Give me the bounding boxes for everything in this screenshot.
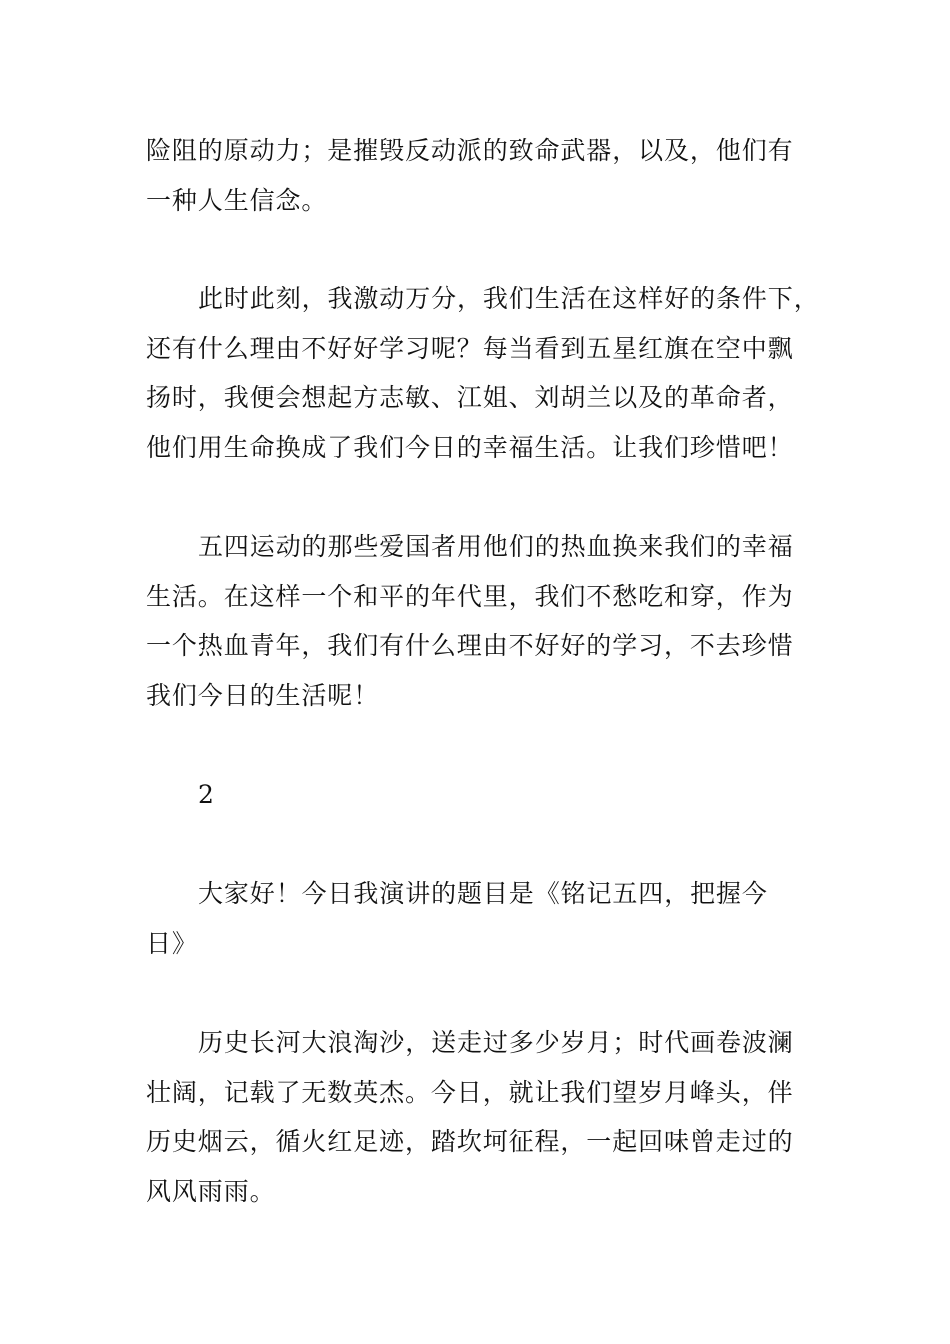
text-line: 大家好！今日我演讲的题目是《铭记五四，把握今 bbox=[198, 879, 768, 908]
text-line: 历史长河大浪淘沙，送走过多少岁月；时代画卷波澜 bbox=[198, 1028, 794, 1057]
text-line: 一个热血青年，我们有什么理由不好好的学习，不去珍惜 bbox=[146, 631, 794, 661]
text-line: 扬时，我便会想起方志敏、江姐、刘胡兰以及的革命者， bbox=[146, 383, 794, 413]
text-line: 五四运动的那些爱国者用他们的热血换来我们的幸福 bbox=[198, 532, 794, 561]
text-line: 生活。在这样一个和平的年代里，我们不愁吃和穿，作为 bbox=[146, 581, 794, 611]
text-line: 此时此刻，我激动万分，我们生活在这样好的条件下， bbox=[198, 284, 820, 313]
text-line: 他们用生命换成了我们今日的幸福生活。让我们珍惜吧！ bbox=[146, 432, 794, 462]
text-line: 一种人生信念。 bbox=[146, 185, 328, 215]
paragraph-may-fourth bbox=[146, 522, 806, 720]
paragraph-history bbox=[146, 1018, 806, 1216]
section-number bbox=[146, 770, 806, 820]
text-line: 险阻的原动力；是摧毁反动派的致命武器，以及，他们有 bbox=[146, 136, 794, 165]
text-line: 历史烟云，循火红足迹，踏坎坷征程，一起回味曾走过的 bbox=[146, 1127, 794, 1157]
paragraph-speech-intro bbox=[146, 869, 806, 968]
text-line: 风风雨雨。 bbox=[146, 1176, 276, 1206]
text-line: 2 bbox=[198, 780, 215, 809]
paragraph-continued bbox=[146, 126, 806, 225]
text-line: 我们今日的生活呢！ bbox=[146, 680, 380, 710]
paragraph-gratitude bbox=[146, 274, 820, 472]
text-line: 日》 bbox=[146, 928, 198, 958]
text-line: 还有什么理由不好好学习呢？每当看到五星红旗在空中飘 bbox=[146, 333, 794, 363]
text-line: 壮阔，记载了无数英杰。今日，就让我们望岁月峰头，伴 bbox=[146, 1077, 794, 1107]
